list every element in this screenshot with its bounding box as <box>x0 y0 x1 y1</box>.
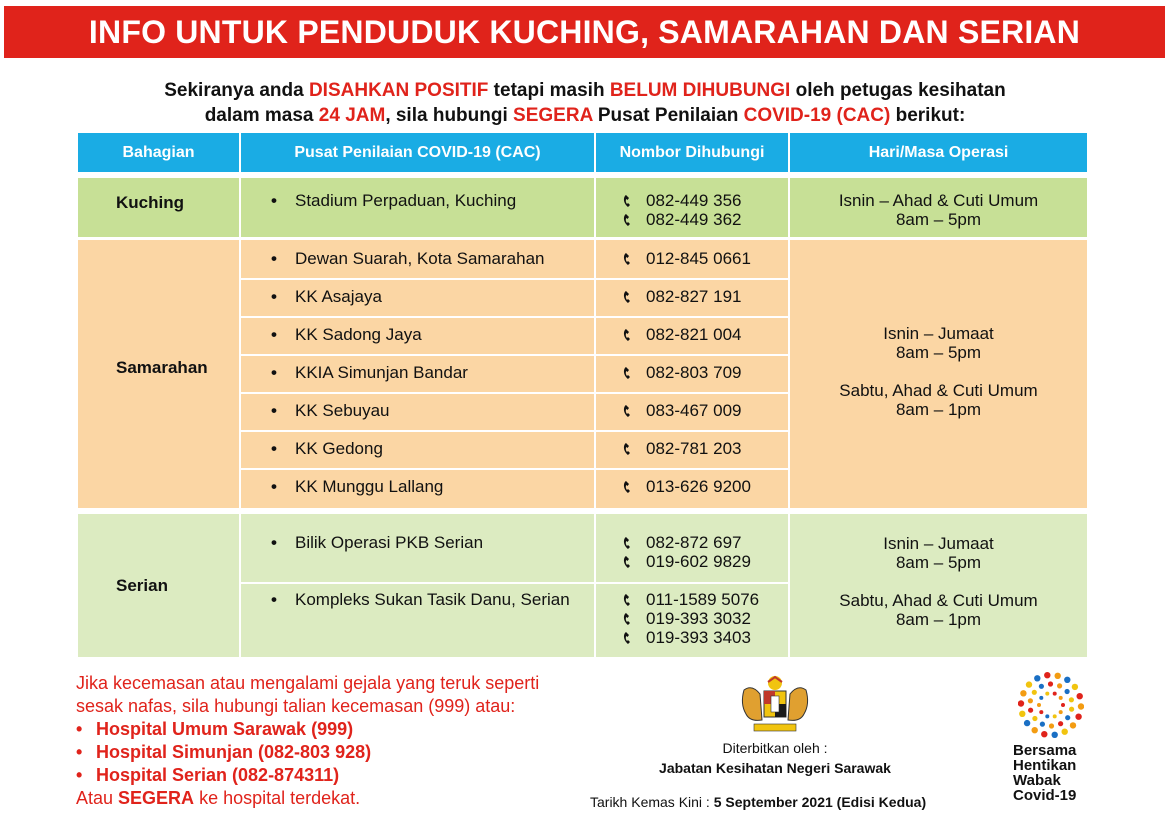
campaign-logo <box>1008 672 1108 803</box>
row-divider <box>241 278 788 280</box>
phone-icon <box>622 191 646 210</box>
phone-entry[interactable] <box>622 363 788 382</box>
intro-p4: dalam masa <box>204 105 319 126</box>
phone-cell <box>596 325 788 349</box>
table-row <box>241 401 594 425</box>
emergency-hospital <box>76 741 616 764</box>
logo-dot <box>1064 677 1070 683</box>
phone-number: 083-467 009 <box>646 401 742 420</box>
phone-entry[interactable] <box>622 609 788 628</box>
emergency-last-pre: Atau <box>76 788 119 808</box>
phone-number: 082-872 697 <box>646 533 742 552</box>
centre-name: KK Gedong <box>295 439 383 458</box>
table-row <box>241 249 594 273</box>
phone-number: 012-845 0661 <box>646 249 751 268</box>
logo-dot <box>1032 716 1037 721</box>
phone-number: 019-602 9829 <box>646 552 751 571</box>
phone-entry[interactable] <box>622 249 788 268</box>
emergency-hospital <box>76 764 616 787</box>
phone-number: 082-449 356 <box>646 191 742 210</box>
phone-number: 013-626 9200 <box>646 477 751 496</box>
logo-dot <box>1075 714 1081 720</box>
header-phone-label: Nombor Dihubungi <box>619 143 765 161</box>
phone-number: 082-821 004 <box>646 325 742 344</box>
logo-dot <box>1053 692 1057 696</box>
phone-entry[interactable] <box>622 287 788 306</box>
hours-time: 8am – 5pm <box>895 210 982 229</box>
phone-icon <box>622 628 646 647</box>
logo-dot <box>1062 729 1068 735</box>
hours-kuching <box>790 178 1087 237</box>
bullet-icon: • <box>271 287 277 306</box>
intro-highlight-positive: DISAHKAN POSITIF <box>308 80 489 101</box>
intro-highlight-24h: 24 JAM <box>318 105 386 126</box>
intro-p6: Pusat Penilaian <box>592 105 744 126</box>
logo-dot <box>1059 710 1063 714</box>
phone-cell <box>596 533 788 577</box>
centre-name: KK Asajaya <box>295 287 382 306</box>
row-divider <box>241 354 788 356</box>
phone-icon <box>622 552 646 571</box>
updated-date: 5 September 2021 (Edisi Kedua) <box>713 794 927 810</box>
last-updated <box>590 794 926 810</box>
phone-entry[interactable] <box>622 552 788 571</box>
logo-dot <box>1077 693 1083 699</box>
intro-p7: berikut: <box>890 105 966 126</box>
hours-serian <box>790 514 1087 657</box>
phone-icon <box>622 401 646 420</box>
table-row <box>241 178 594 237</box>
hours-days: Isnin – Jumaat <box>883 324 994 343</box>
intro-p3: oleh petugas kesihatan <box>790 80 1006 101</box>
phone-icon <box>622 325 646 344</box>
hours-time: 8am – 1pm <box>895 400 982 419</box>
logo-dot <box>1019 711 1025 717</box>
phone-cell <box>596 287 788 311</box>
table-row <box>241 287 594 311</box>
phone-icon <box>622 477 646 496</box>
hours-days: Sabtu, Ahad & Cuti Umum <box>839 381 1038 400</box>
centre-name: KK Sadong Jaya <box>295 325 422 344</box>
phone-number: 019-393 3403 <box>646 628 751 647</box>
header-hours-label: Hari/Masa Operasi <box>868 143 1009 161</box>
logo-dot <box>1032 727 1038 733</box>
campaign-logo-icon <box>1008 672 1108 743</box>
logo-dot <box>1070 722 1076 728</box>
updated-label: Tarikh Kemas Kini : <box>590 794 710 810</box>
intro-line-2 <box>60 103 1110 128</box>
logo-dot <box>1055 673 1061 679</box>
bullet-icon: • <box>271 439 277 458</box>
logo-dot <box>1048 681 1053 686</box>
row-divider <box>241 392 788 394</box>
header-division <box>78 133 239 172</box>
logo-dot <box>1069 707 1074 712</box>
logo-dot <box>1052 732 1058 738</box>
phone-number: 019-393 3032 <box>646 609 751 628</box>
page-title: INFO UNTUK PENDUDUK KUCHING, SAMARAHAN DAN SERIAN <box>88 13 1081 50</box>
phone-entry[interactable] <box>622 533 788 552</box>
division-label: Samarahan <box>116 358 208 377</box>
table-row <box>241 590 594 620</box>
phone-cell <box>596 249 788 273</box>
hours-samarahan <box>790 240 1087 508</box>
bullet-icon: • <box>271 401 277 420</box>
centre-name: KK Munggu Lallang <box>295 477 444 496</box>
division-serian <box>78 514 239 657</box>
bullet-icon: • <box>271 191 277 210</box>
logo-dot <box>1028 698 1033 703</box>
table-row <box>241 363 594 387</box>
logo-dot <box>1040 722 1045 727</box>
slogan-line: Covid-19 <box>1013 787 1077 804</box>
emergency-last-bold: SEGERA <box>118 788 195 808</box>
logo-dot <box>1072 684 1078 690</box>
phone-icon <box>622 609 646 628</box>
logo-dot <box>1061 703 1065 707</box>
phone-entry[interactable] <box>622 210 788 229</box>
publisher-name: Jabatan Kesihatan Negeri Sarawak <box>659 760 891 776</box>
centre-name: KKIA Simunjan Bandar <box>295 363 468 382</box>
intro-highlight-immediately: SEGERA <box>513 105 593 126</box>
logo-dot <box>1069 697 1074 702</box>
division-label: Kuching <box>116 192 184 212</box>
intro-text <box>60 78 1110 128</box>
logo-dot <box>1053 714 1057 718</box>
logo-dot <box>1028 708 1033 713</box>
phone-number: 082-827 191 <box>646 287 742 306</box>
phone-number: 082-803 709 <box>646 363 742 382</box>
hospital-name: Hospital Serian (082-874311) <box>96 765 340 785</box>
slogan-line: Bersama <box>1013 742 1077 759</box>
bullet-icon: • <box>76 765 83 785</box>
phone-entry[interactable] <box>622 325 788 344</box>
logo-dot <box>1034 675 1040 681</box>
hospital-name: Hospital Simunjan (082-803 928) <box>96 742 372 762</box>
logo-dot <box>1059 696 1063 700</box>
division-samarahan <box>78 240 239 508</box>
intro-highlight-cac: COVID-19 (CAC) <box>743 105 891 126</box>
published-by: Diterbitkan oleh : <box>722 740 828 756</box>
phone-cell <box>596 178 788 237</box>
logo-dot <box>1065 689 1070 694</box>
coat-of-arms-icon <box>732 674 818 736</box>
logo-dot <box>1018 700 1024 706</box>
bullet-icon: • <box>271 249 277 268</box>
logo-dot <box>1058 721 1063 726</box>
phone-icon <box>622 210 646 229</box>
logo-dot <box>1026 681 1032 687</box>
table-row <box>241 439 594 463</box>
header-phone <box>596 133 788 172</box>
phone-icon <box>622 439 646 458</box>
phone-entry[interactable] <box>622 628 788 647</box>
slogan-line: Hentikan <box>1013 757 1077 774</box>
centre-name: Kompleks Sukan Tasik Danu, Serian <box>295 590 570 609</box>
phone-icon <box>622 287 646 306</box>
logo-dot <box>1045 692 1049 696</box>
logo-dot <box>1041 731 1047 737</box>
phone-number: 011-1589 5076 <box>646 590 760 609</box>
header-hours <box>790 133 1087 172</box>
slogan-line: Wabak <box>1013 772 1061 789</box>
header-centre <box>241 133 594 172</box>
intro-line-1 <box>60 78 1110 103</box>
page-banner <box>4 6 1165 58</box>
phone-icon <box>622 363 646 382</box>
logo-dot <box>1045 714 1049 718</box>
bullet-icon: • <box>271 325 277 344</box>
hours-days: Sabtu, Ahad & Cuti Umum <box>839 591 1038 610</box>
hours-days: Isnin – Jumaat <box>883 534 994 553</box>
phone-icon <box>622 533 646 552</box>
phone-icon <box>622 249 646 268</box>
phone-cell <box>596 477 788 501</box>
header-centre-label: Pusat Penilaian COVID-19 (CAC) <box>294 143 541 161</box>
table-row <box>241 325 594 349</box>
logo-dot <box>1024 720 1030 726</box>
logo-dot <box>1039 684 1044 689</box>
emergency-line-1: Jika kecemasan atau mengalami gejala yang teruk seperti <box>76 673 540 693</box>
emergency-notice <box>76 672 616 810</box>
logo-dot <box>1044 672 1050 678</box>
phone-number: 082-781 203 <box>646 439 742 458</box>
logo-dot <box>1078 703 1084 709</box>
logo-dot <box>1039 710 1043 714</box>
phone-cell <box>596 439 788 463</box>
phone-cell <box>596 363 788 387</box>
logo-dot <box>1049 723 1054 728</box>
table-row <box>241 533 594 563</box>
logo-dot <box>1032 690 1037 695</box>
phone-entry[interactable] <box>622 590 788 609</box>
phone-cell <box>596 590 788 652</box>
phone-cell <box>596 401 788 425</box>
publisher-block <box>600 738 950 778</box>
bullet-icon: • <box>76 742 83 762</box>
header-division-label: Bahagian <box>122 143 195 161</box>
centre-name: Dewan Suarah, Kota Samarahan <box>295 249 545 268</box>
centre-name: KK Sebuyau <box>295 401 390 420</box>
phone-entry[interactable] <box>622 477 788 496</box>
phone-entry[interactable] <box>622 401 788 420</box>
emergency-hospital <box>76 718 616 741</box>
bullet-icon: • <box>271 533 277 552</box>
bullet-icon: • <box>76 719 83 739</box>
emergency-last-line <box>76 787 616 810</box>
hours-days: Isnin – Ahad & Cuti Umum <box>838 191 1039 210</box>
phone-number: 082-449 362 <box>646 210 742 229</box>
hours-time: 8am – 1pm <box>895 610 982 629</box>
bullet-icon: • <box>271 477 277 496</box>
emergency-last-post: ke hospital terdekat. <box>194 788 361 808</box>
logo-dot <box>1020 690 1026 696</box>
row-divider <box>241 582 788 584</box>
intro-highlight-not-contacted: BELUM DIHUBUNGI <box>609 80 791 101</box>
centre-name: Bilik Operasi PKB Serian <box>295 533 484 552</box>
phone-entry[interactable] <box>622 439 788 458</box>
intro-p5: , sila hubungi <box>385 105 514 126</box>
table-row <box>241 477 594 501</box>
hours-time: 8am – 5pm <box>895 343 982 362</box>
division-label: Serian <box>116 575 168 595</box>
phone-entry[interactable] <box>622 191 788 210</box>
bullet-icon: • <box>271 363 277 382</box>
intro-p1: Sekiranya anda <box>164 80 309 101</box>
logo-dot <box>1037 703 1041 707</box>
hospital-name: Hospital Umum Sarawak (999) <box>96 719 354 739</box>
intro-p2: tetapi masih <box>488 80 610 101</box>
campaign-slogan <box>1008 743 1108 803</box>
logo-dot <box>1057 683 1062 688</box>
logo-dot <box>1065 715 1070 720</box>
row-divider <box>241 468 788 470</box>
centre-name: Stadium Perpaduan, Kuching <box>295 191 517 210</box>
division-kuching <box>78 178 239 237</box>
bullet-icon: • <box>271 590 277 609</box>
emergency-line-2: sesak nafas, sila hubungi talian kecemasan (999) atau: <box>76 696 516 716</box>
row-divider <box>241 316 788 318</box>
logo-dot <box>1039 696 1043 700</box>
row-divider <box>241 430 788 432</box>
hours-time: 8am – 5pm <box>895 553 982 572</box>
phone-icon <box>622 590 646 609</box>
